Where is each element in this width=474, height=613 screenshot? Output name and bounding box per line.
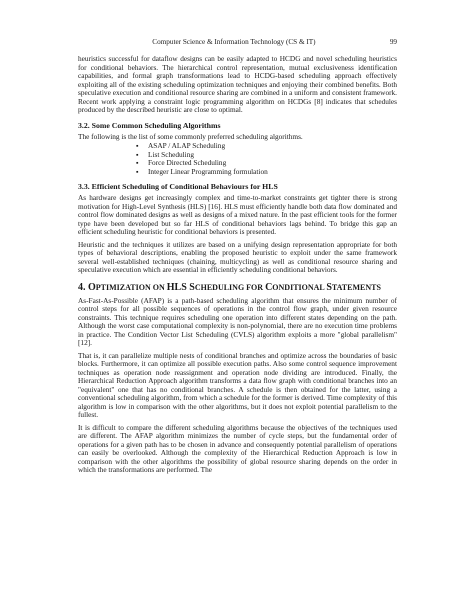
section-4-title-part: CHEDULING FOR — [194, 282, 266, 292]
section-4-title-part: C — [265, 281, 273, 293]
algorithm-list — [78, 142, 397, 176]
section-4-title-part: PTIMIZATION ON — [95, 282, 167, 292]
section-4-title-part: TATEMENTS — [331, 282, 381, 292]
list-item: ▪ ASAP / ALAP Scheduling — [148, 142, 397, 151]
section-4-title — [88, 282, 381, 293]
article-body — [78, 55, 397, 479]
intro-paragraph: heuristics successful for dataflow designs can be easily adapted to HCDG and novel scheduling heuristics for conditional behaviors. The hierarchical control representation, mutual exclusiveness identification capabilities, and formal graph transformations lead to HCDG-based scheduling approach effectively exploiting all of the existing scheduling optimization techniques and enjoying their combined benefits. Both speculative execution and conditional resource sharing are combined in a uniform and consistent framework. Recent work applying a constraint logic programming algorithm on HCDGs [8] indicates that schedules produced by the described heuristic are close to optimal. — [78, 54, 397, 114]
section-4-number: 4. — [78, 281, 86, 293]
section-3-2-lead: The following is the list of some commonly preferred scheduling algorithms. — [78, 131, 303, 141]
section-3-3-paragraph-2: Heuristic and the techniques it utilizes are based on a unifying design representation appropriate for both types of behavioral descriptions, enabling the proposed heuristic to exploit under the same framework several well-established techniques (chaining, multicycling) as well as conditional resource sharing and speculative execution which are essential in efficiently scheduling conditional behaviors. — [78, 239, 397, 274]
section-heading-3-2: 3.2. Some Common Scheduling Algorithms — [78, 120, 221, 130]
list-item: ▪ Integer Linear Programming formulation — [148, 168, 397, 177]
page-number: 99 — [389, 38, 397, 46]
section-4-title-part: O — [88, 281, 96, 293]
section-4-paragraph-2: That is, it can parallelize multiple nests of conditional branches and optimize across the boundaries of basic blocks. Furthermore, it can optimize all possible execution paths. Also some control sequence improvement techniques as operation node reassignment and operation node dividing are introduced. Finally, the Hierarchical Reduction Approach algorithm transforms a data flow graph with conditional branches into an "equivalent" one that has no conditional branches. A schedule is then obtained for the latter, using a conventional scheduling algorithm, from which a schedule for the former is derived. Time complexity of this algorithm is low in comparison with the other algorithms, but it does not exploit potential parallelism to the fullest. — [78, 350, 397, 419]
section-4-paragraph-1: As-Fast-As-Possible (AFAP) is a path-based scheduling algorithm that ensures the minimum number of control steps for all possible sequences of operations in the control flow graph, under given resource constraints. This technique requires scheduling one operation into different states depending on the path. Although the worst case computational complexity is non-polynomial, there are no execution time problems in practice. The Condition Vector List Scheduling (CVLS) algorithm exploits a more "global parallelism" [12]. — [78, 295, 397, 347]
section-4-title-part: S — [326, 281, 332, 293]
section-3-3-paragraph-1: As hardware designs get increasingly complex and time-to-market constraints get tighter there is strong motivation for High-Level Synthesis (HLS) [16]. HLS must efficiently handle both data flow dominated and control flow dominated designs as well as designs of a mixed nature. In the past efficient tools for the former type have been developed but so far HLS of conditional behaviors lags behind. To bridge this gap an efficient scheduling heuristic for conditional behaviors is presented. — [78, 193, 397, 236]
list-item: ▪ List Scheduling — [148, 151, 397, 160]
section-heading-4 — [78, 282, 397, 294]
section-4-paragraph-3: It is difficult to compare the different scheduling algorithms because the objectives of the techniques used are different. The AFAP algorithm minimizes the number of cycle steps, but the fundamental order of operations for a given path has to be chosen in advance and consequently potential parallelism of operations can easily be overlooked. Although the complexity of the Hierarchical Reduction Approach is low in comparison with the other algorithms the possibility of global resource sharing depends on the order in which the transformations are performed. The — [78, 422, 397, 474]
running-header — [78, 38, 397, 46]
section-4-title-part: ONDITIONAL — [272, 282, 327, 292]
section-4-title-part: HLS S — [166, 281, 195, 293]
section-heading-3-3: 3.3. Efficient Scheduling of Conditional Behaviours for HLS — [78, 182, 278, 191]
list-item: ▪ Force Directed Scheduling — [148, 159, 397, 168]
journal-title: Computer Science & Information Technology (CS & IT) — [152, 38, 316, 46]
